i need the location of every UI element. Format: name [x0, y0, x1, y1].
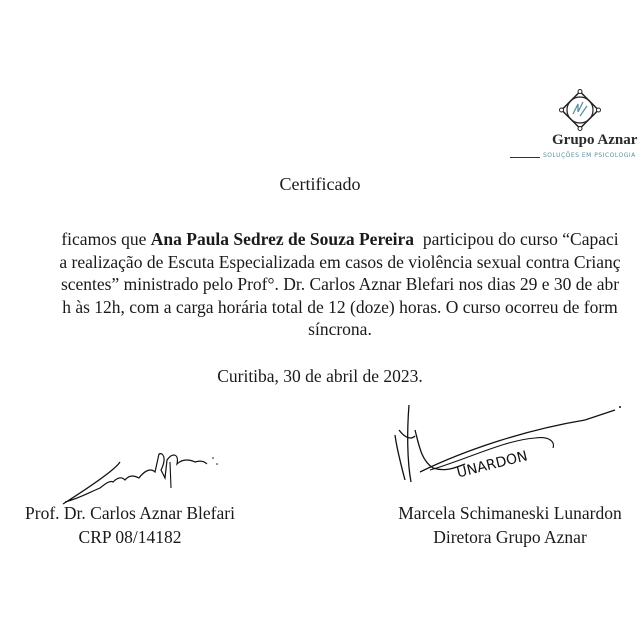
- body-line-5: síncrona.: [308, 319, 372, 339]
- body-line-1: [0, 228, 640, 251]
- signer-name: Prof. Dr. Carlos Aznar Blefari: [25, 503, 235, 523]
- logo-brand-name: Grupo Aznar: [552, 132, 638, 148]
- certificate-body: [0, 228, 640, 341]
- svg-text:UNARDON: UNARDON: [455, 448, 530, 482]
- signer-role: CRP 08/14182: [78, 527, 182, 547]
- body-line-3: scentes” ministrado pelo Prof°. Dr. Carlos Aznar Blefari nos dias 29 e 30 de abr: [60, 274, 620, 294]
- signature-block-marcela: [360, 501, 640, 549]
- body-line-4: h às 12h, com a carga horária total de 12 (doze) horas. O curso ocorreu de form: [62, 296, 618, 317]
- body-text-segment: participou do curso “Capaci: [414, 229, 619, 249]
- certificate-title: Certificado: [279, 174, 361, 194]
- place-and-date: Curitiba, 30 de abril de 2023.: [217, 366, 423, 386]
- logo-tagline: SOLUÇÕES EM PSICOLOGIA: [543, 152, 636, 159]
- logo-divider: [510, 157, 540, 158]
- signature-marcela: [385, 390, 625, 490]
- body-text-segment: ficamos que: [61, 229, 151, 249]
- signer-name: Marcela Schimaneski Lunardon: [398, 503, 622, 523]
- signer-role: Diretora Grupo Aznar: [433, 527, 587, 547]
- participant-name: Ana Paula Sedrez de Souza Pereira: [150, 229, 415, 249]
- signature-block-carlos: [0, 501, 260, 549]
- logo-emblem-icon: [558, 88, 602, 132]
- signature-carlos: [55, 440, 235, 510]
- body-line-2: a realização de Escuta Especializada em casos de violência sexual contra Crianç: [59, 251, 621, 272]
